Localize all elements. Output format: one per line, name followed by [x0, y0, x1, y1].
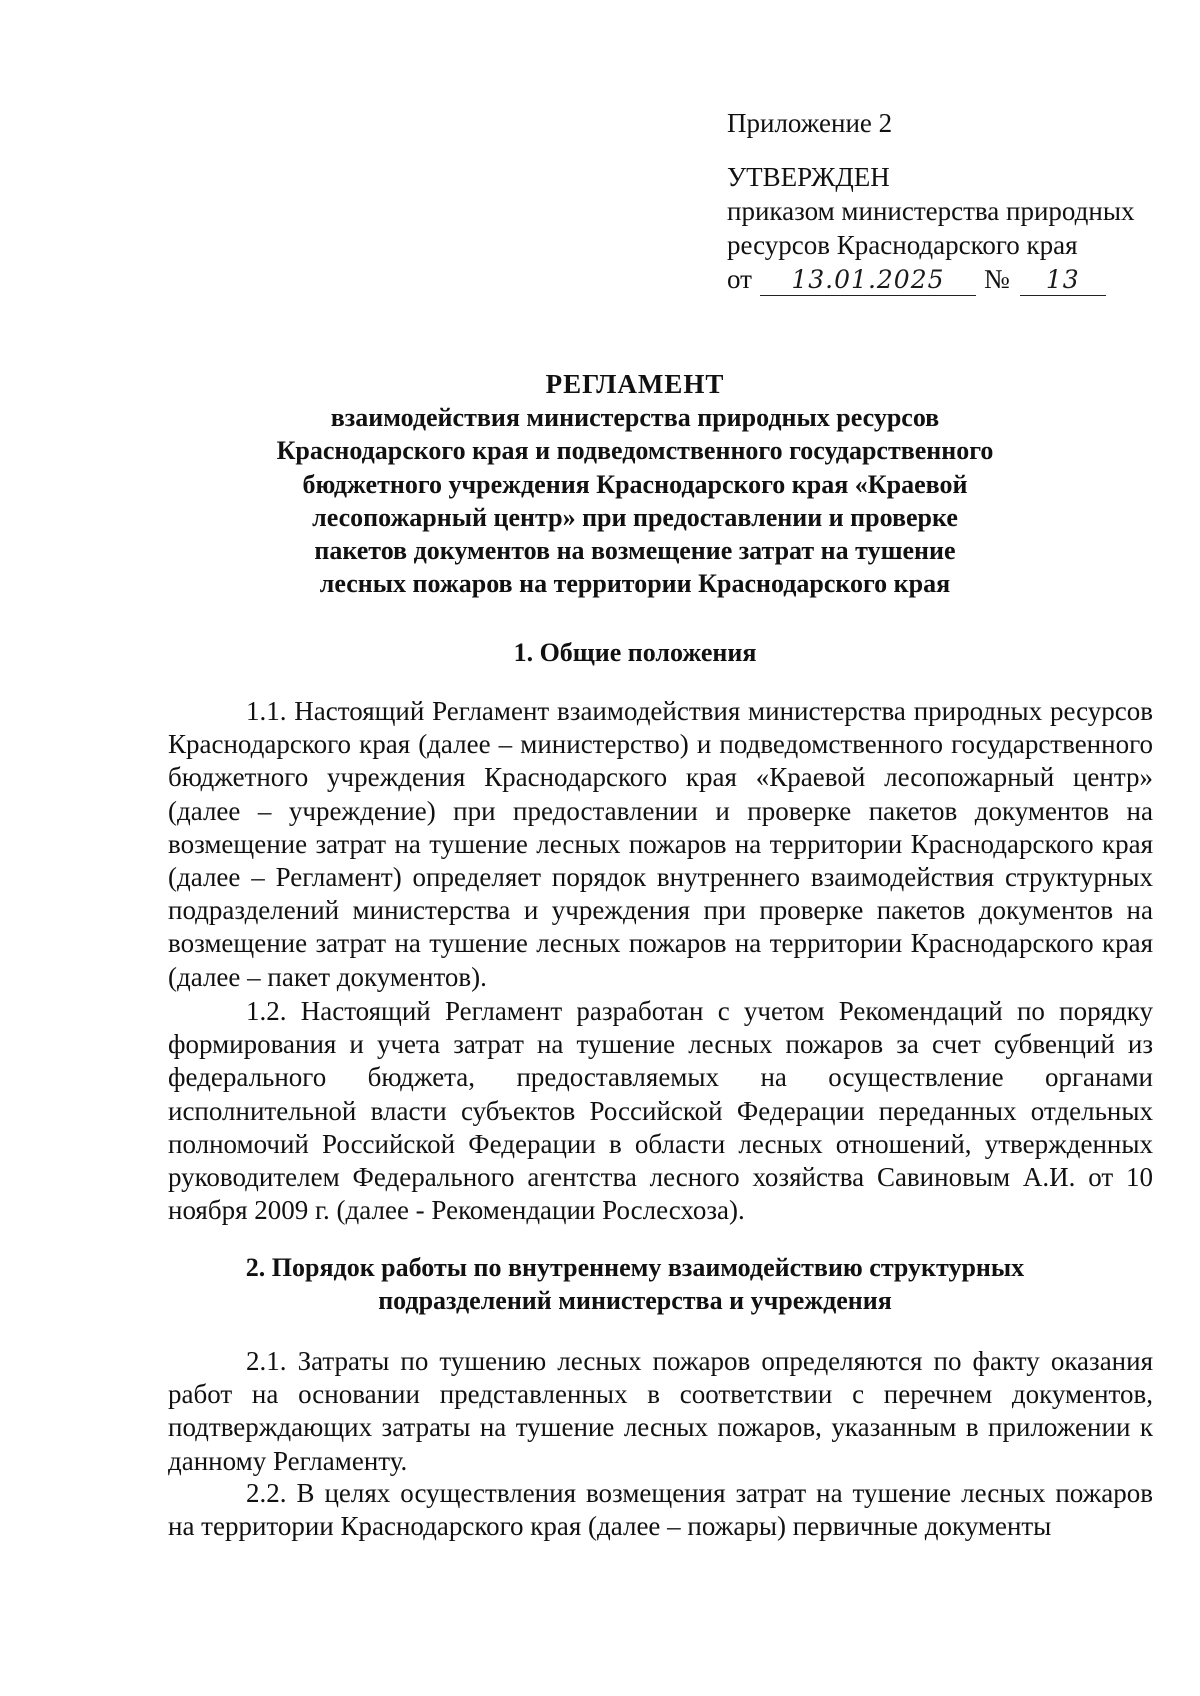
- section-1-heading: 1. Общие положения: [513, 638, 757, 667]
- title-main: РЕГЛАМЕНТ: [545, 369, 725, 399]
- section-2-heading-line-1: 2. Порядок работы по внутреннему взаимодействию структурных: [245, 1253, 1025, 1282]
- appendix-label: Приложение 2: [727, 108, 893, 138]
- order-line-1: приказом министерства природных: [727, 196, 1135, 226]
- order-line-2: ресурсов Краснодарского края: [727, 230, 1078, 260]
- section-2-heading: [150, 1251, 1120, 1317]
- section-2-heading-line-2: подразделений министерства и учреждения: [378, 1286, 892, 1315]
- paragraph-2-1: 2.1. Затраты по тушению лесных пожаров определяются по факту оказания работ на основании представленных в соответствии с перечнем документов, подтверждающих затраты на тушение лесных пожаров, указанным в приложении к данному Регламенту.: [168, 1346, 1153, 1476]
- paragraph-1-1: 1.1. Настоящий Регламент взаимодействия министерства природных ресурсов Краснодарского края (далее – министерство) и подведомственного государственного бюджетного учреждения Краснодарского края «Краевой лесопожарный центр» (далее – учреждение) при предоставлении и проверке пакетов документов на возмещение затрат на тушение лесных пожаров на территории Краснодарского края (далее – Регламент) определяет порядок внутреннего взаимодействия структурных подразделений министерства и учреждения при проверке пакетов документов на возмещение затрат на тушение лесных пожаров на территории Краснодарского края (далее – пакет документов).: [168, 696, 1153, 992]
- approved-label: УТВЕРЖДЕН: [727, 162, 890, 192]
- paragraph-1-2: 1.2. Настоящий Регламент разработан с учетом Рекомендаций по порядку формирования и учета затрат на тушение лесных пожаров за счет субвенций из федерального бюджета, предоставляемых на осуществление органами исполнительной власти субъектов Российской Федерации переданных отдельных полномочий Российской Федерации в области лесных отношений, утвержденных руководителем Федерального агентства лесного хозяйства Савиновым А.И. от 10 ноября 2009 г. (далее - Рекомендации Рослесхоза).: [168, 996, 1153, 1226]
- handwritten-order-number: 13: [1020, 265, 1106, 296]
- order-date-number-line: [727, 262, 1167, 296]
- handwritten-order-date: 13.01.2025: [760, 265, 976, 296]
- document-title: [150, 367, 1120, 601]
- title-subtitle-line-4: лесопожарный центр» при предоставлении и проверке: [312, 502, 958, 532]
- title-subtitle-line-6: лесных пожаров на территории Краснодарского края: [319, 569, 951, 599]
- from-label: от: [727, 264, 752, 294]
- number-sign: №: [983, 264, 1010, 294]
- approval-stamp-block: [727, 106, 1167, 296]
- title-subtitle-line-3: бюджетного учреждения Краснодарского края «Краевой: [302, 469, 968, 499]
- title-subtitle-line-2: Краснодарского края и подведомственного государственного: [276, 436, 994, 466]
- paragraph-2-2: 2.2. В целях осуществления возмещения затрат на тушение лесных пожаров на территории Краснодарского края (далее – пожары) первичные документы: [168, 1478, 1153, 1542]
- title-subtitle-line-1: взаимодействия министерства природных ресурсов: [330, 403, 940, 432]
- title-subtitle-line-5: пакетов документов на возмещение затрат на тушение: [314, 536, 956, 566]
